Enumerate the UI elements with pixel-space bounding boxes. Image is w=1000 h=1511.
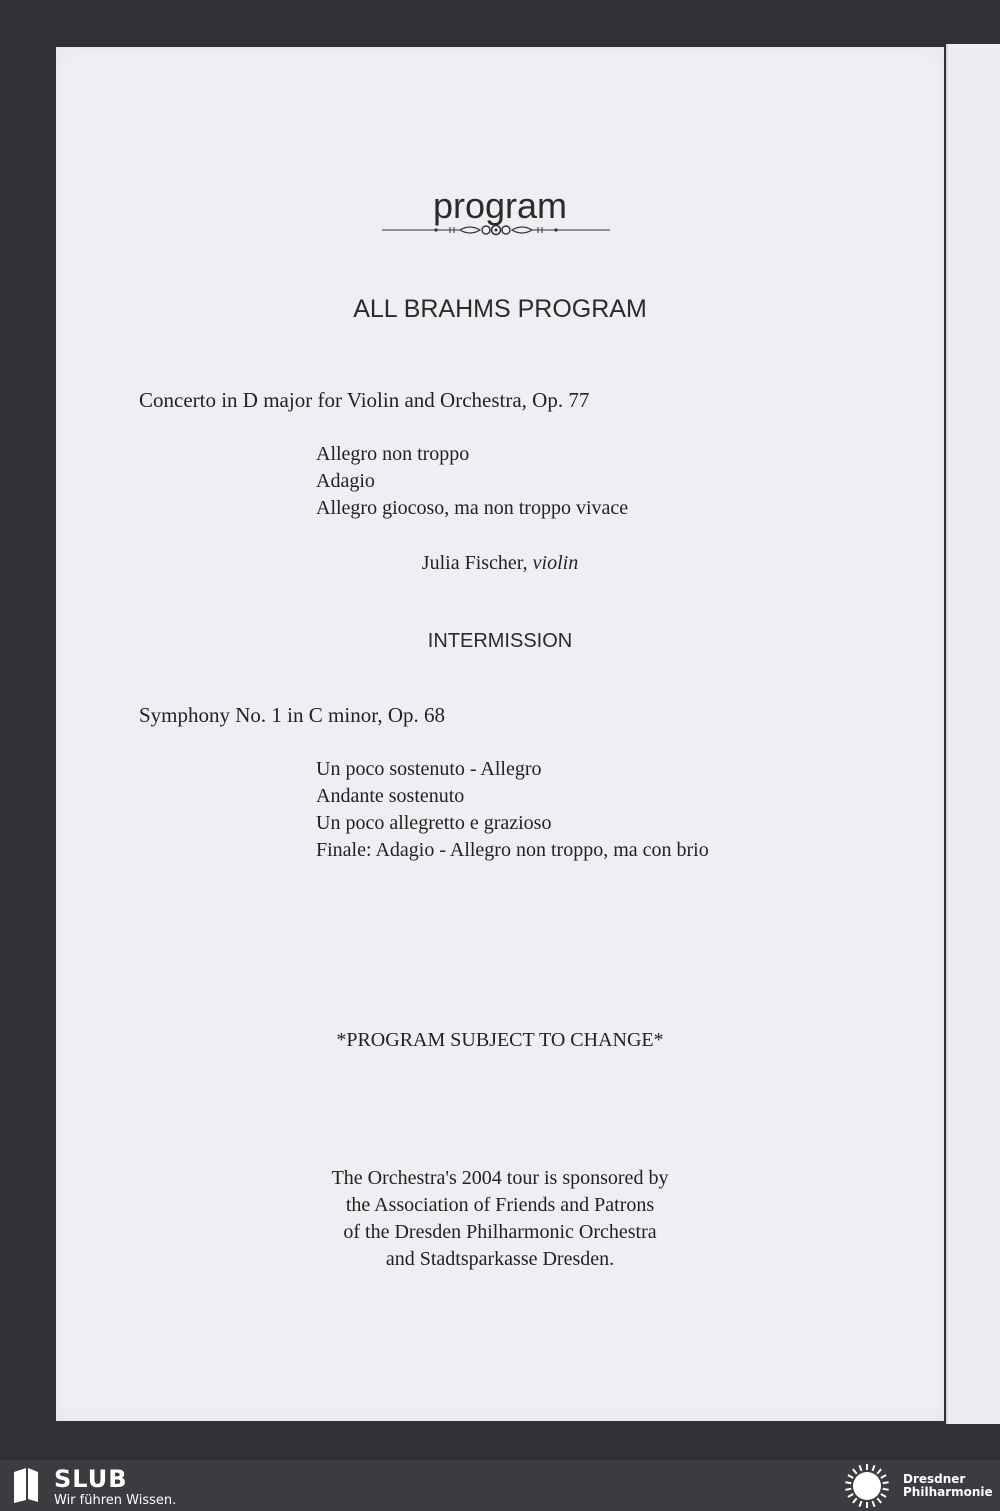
concerto-movement-list (316, 441, 628, 522)
movement-item: Un poco allegretto e grazioso (316, 812, 552, 834)
movement-item: Allegro giocoso, ma non troppo vivace (316, 497, 629, 519)
movement-item: Adagio (316, 470, 375, 492)
sponsor-line: The Orchestra's 2004 tour is sponsored by (331, 1167, 669, 1189)
movement-item: Un poco sostenuto - Allegro (316, 758, 542, 780)
viewer-footer (0, 1460, 1000, 1511)
work-title-symphony: Symphony No. 1 in C minor, Op. 68 (139, 703, 446, 727)
next-page-edge (946, 44, 1000, 1424)
movement-item: Allegro non troppo (316, 443, 470, 465)
movement-item: Andante sostenuto (316, 785, 465, 807)
slub-name[interactable]: SLUB (54, 1465, 128, 1493)
movement-item: Finale: Adagio - Allegro non troppo, ma con brio (316, 839, 709, 861)
partner-line-2: Philharmonie (903, 1485, 993, 1499)
symphony-movement-list (316, 756, 709, 864)
program-change-notice: *PROGRAM SUBJECT TO CHANGE* (336, 1029, 664, 1051)
work-title-concerto: Concerto in D major for Violin and Orchestra, Op. 77 (139, 388, 590, 412)
soloist-name: Julia Fischer, (421, 552, 528, 574)
slub-tagline: Wir führen Wissen. (54, 1493, 177, 1508)
page-title: program (432, 185, 568, 226)
philharmonie-sun-icon[interactable] (840, 1463, 894, 1509)
program-page (56, 47, 944, 1421)
sponsor-note (56, 1165, 944, 1273)
program-heading: ALL BRAHMS PROGRAM (353, 295, 647, 323)
intermission-label: INTERMISSION (427, 630, 573, 652)
ornament-divider-icon (382, 218, 610, 242)
soloist-instrument: violin (532, 552, 579, 574)
soloist-credit (56, 552, 944, 575)
sponsor-line: of the Dresden Philharmonic Orchestra (343, 1221, 657, 1243)
philharmonie-logo-text[interactable] (903, 1473, 993, 1499)
sponsor-line: the Association of Friends and Patrons (345, 1194, 655, 1216)
partner-line-1: Dresdner (903, 1472, 966, 1486)
slub-book-icon[interactable] (12, 1466, 40, 1504)
sponsor-line: and Stadtsparkasse Dresden. (385, 1248, 615, 1270)
